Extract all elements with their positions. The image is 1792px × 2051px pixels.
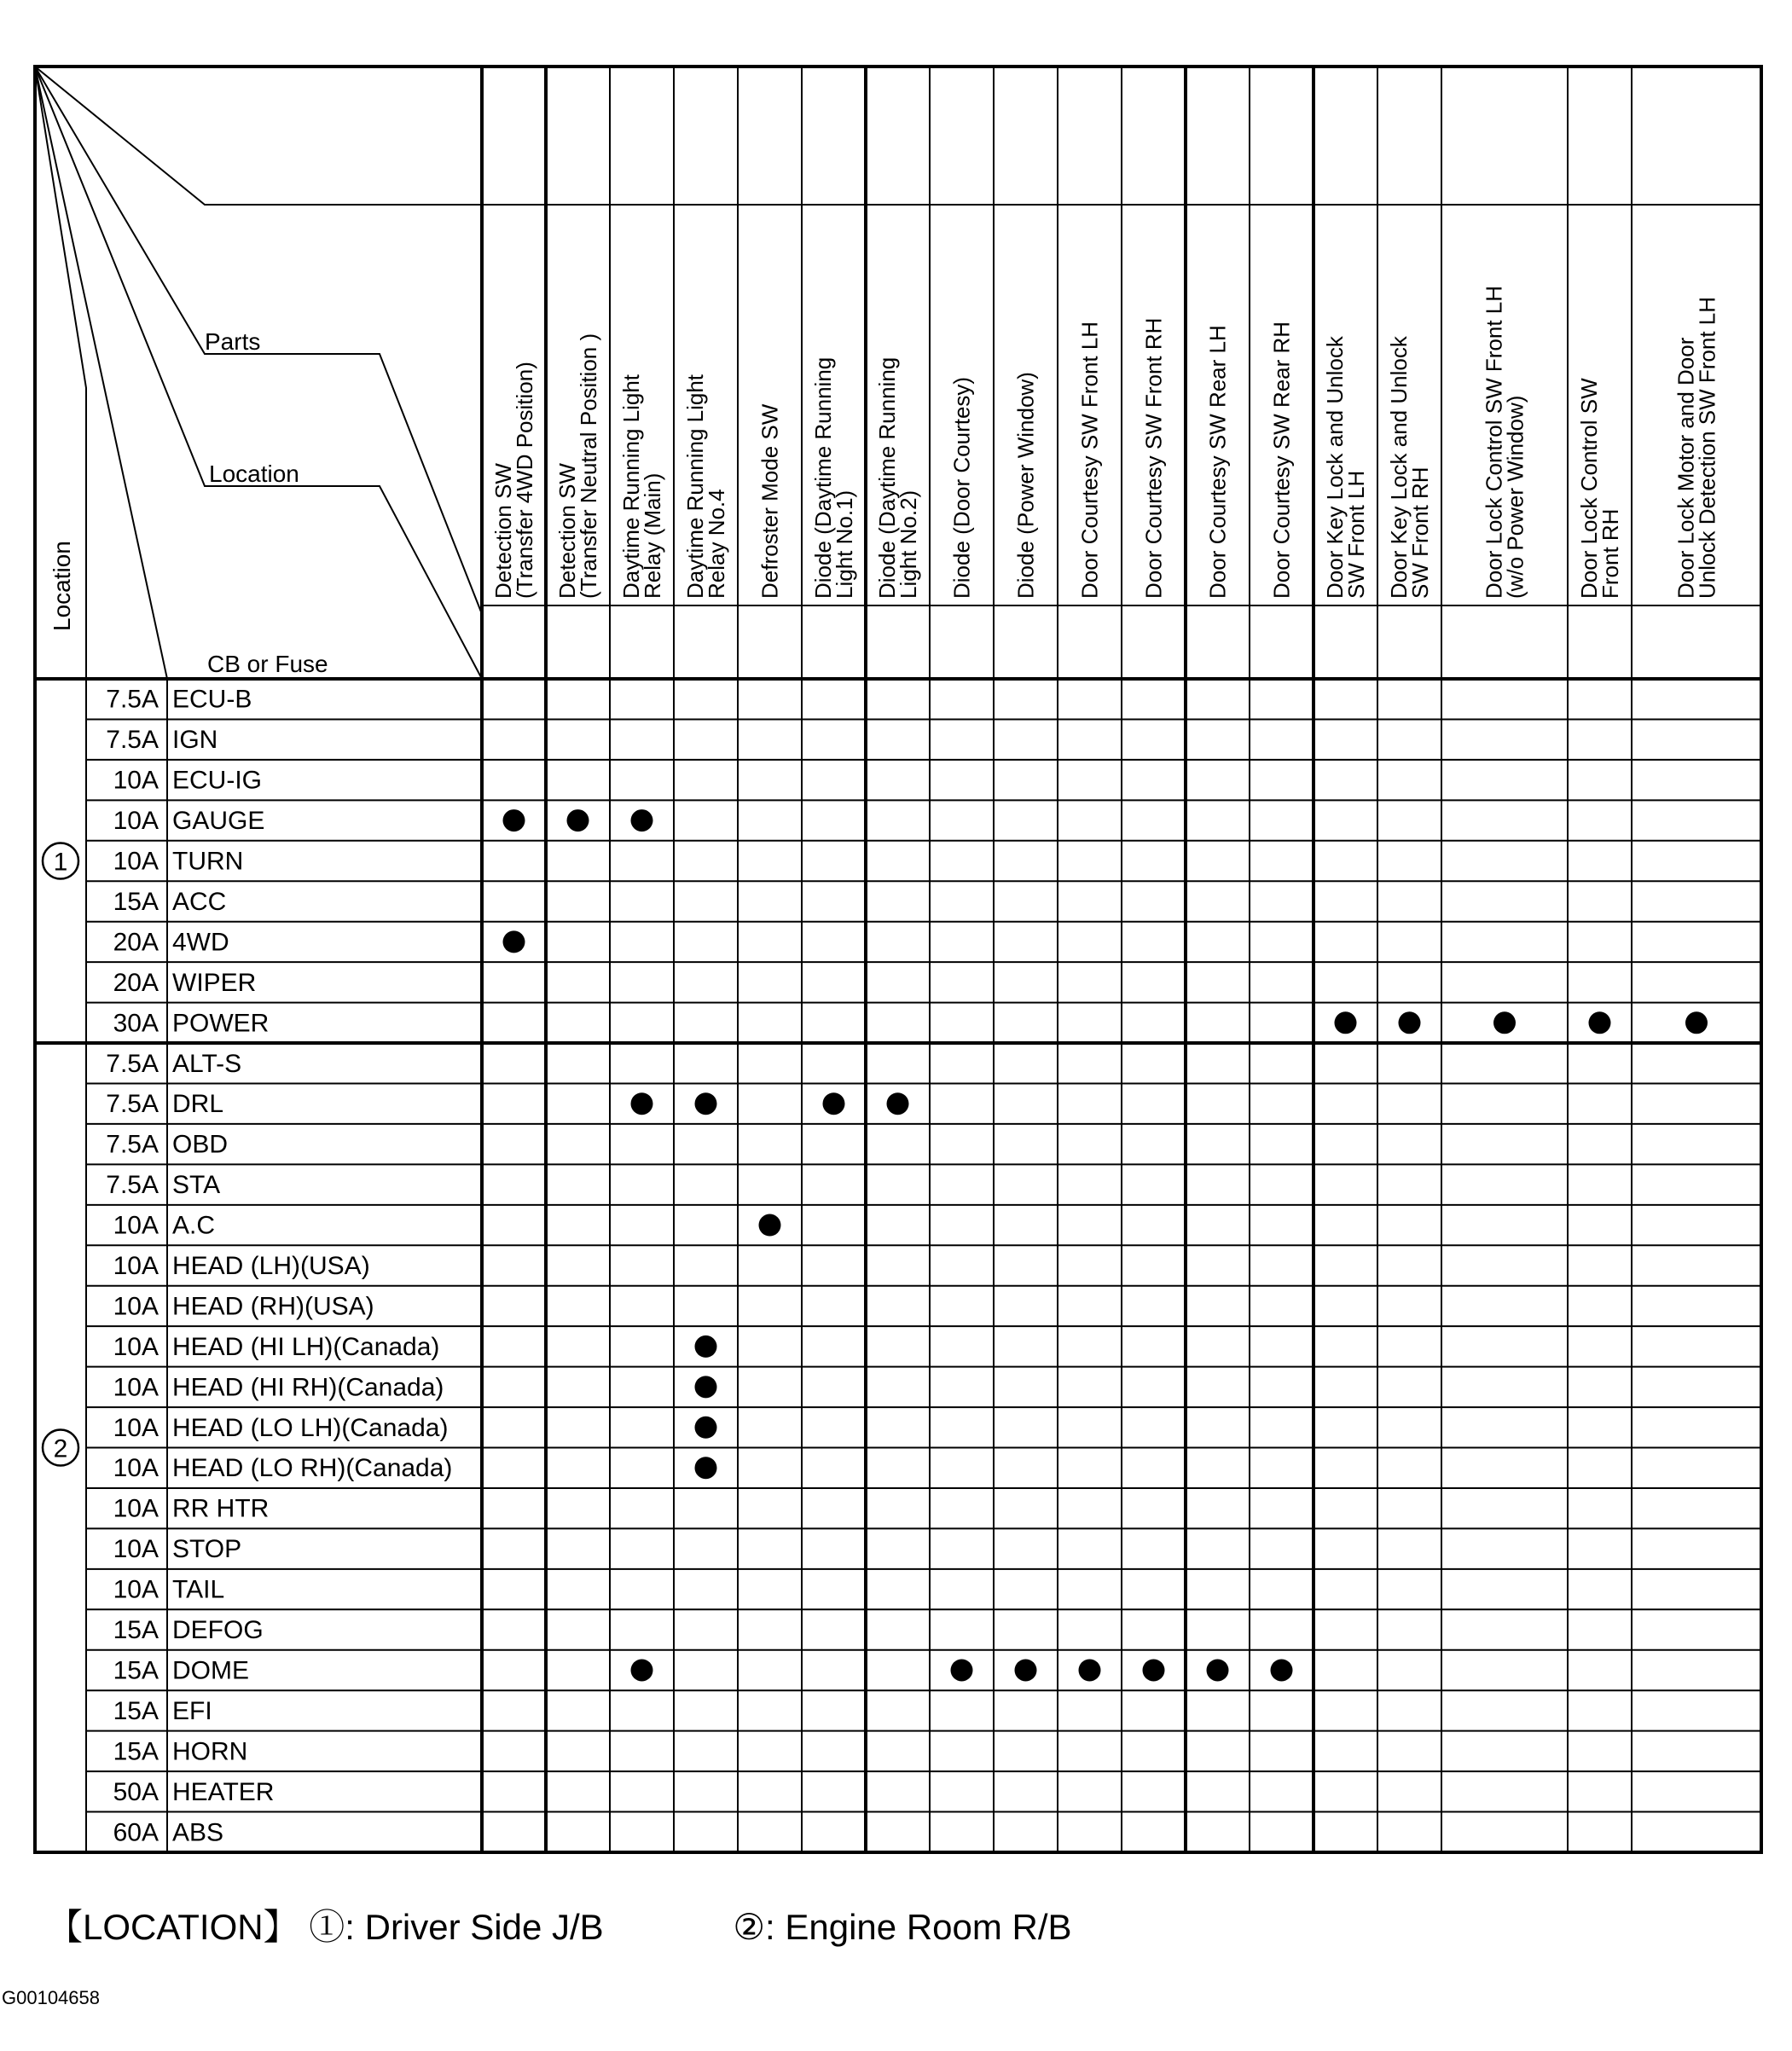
- fuse-amp: 15A: [113, 1616, 159, 1645]
- fuse-name: WIPER: [172, 968, 257, 997]
- fuse-amp: 10A: [113, 1494, 159, 1523]
- fuse-name: A.C: [172, 1211, 216, 1240]
- column-headers: [490, 286, 1720, 599]
- fuse-name: OBD: [172, 1130, 229, 1159]
- location-marker-number: 2: [53, 1434, 68, 1463]
- column-header-label: Defroster Mode SW: [757, 403, 783, 599]
- column-header-label: Diode (Power Window): [1012, 372, 1039, 599]
- fuse-name: HEAD (HI RH)(Canada): [172, 1373, 444, 1402]
- fuse-amp: 10A: [113, 766, 159, 795]
- location-heading: 【LOCATION】: [47, 1907, 299, 1947]
- fuse-amp: 7.5A: [106, 726, 159, 755]
- location-1-text: : Driver Side J/B: [345, 1907, 604, 1947]
- connection-dot: [1015, 1659, 1037, 1681]
- fuse-name: 4WD: [172, 928, 229, 957]
- fuse-name: POWER: [172, 1009, 270, 1038]
- fuse-amp: 10A: [113, 1373, 159, 1402]
- column-header-label: Relay No.4: [704, 489, 729, 599]
- fuse-amp: 10A: [113, 847, 159, 876]
- column-header-label: Door Lock Motor and Door: [1673, 337, 1699, 599]
- fuse-amp: 10A: [113, 1413, 159, 1442]
- fuse-amp: 7.5A: [106, 1130, 159, 1159]
- column-header-label: Unlock Detection SW Front LH: [1694, 296, 1720, 599]
- corner-diagonals: [35, 67, 482, 679]
- column-header-label: Door Lock Control SW: [1576, 378, 1602, 599]
- location-markers: [43, 843, 78, 1466]
- location-axis-label: Location: [49, 541, 75, 631]
- fuse-name: HORN: [172, 1737, 248, 1766]
- connection-dot: [951, 1659, 973, 1681]
- column-header-label: Diode (Door Courtesy): [948, 376, 975, 599]
- connection-dot: [823, 1092, 845, 1115]
- fuse-amp: 10A: [113, 1535, 159, 1564]
- column-header-label: SW Front RH: [1407, 466, 1433, 599]
- header-labels: [49, 328, 328, 677]
- connection-dot: [695, 1335, 717, 1358]
- fuse-amp: 50A: [113, 1777, 159, 1806]
- connection-dot: [1589, 1011, 1611, 1034]
- column-header-label: Light No.1): [832, 490, 857, 599]
- connection-dot: [1079, 1659, 1101, 1681]
- column-header-label: SW Front LH: [1343, 470, 1369, 599]
- connection-dot: [695, 1376, 717, 1398]
- connection-dot: [503, 809, 525, 831]
- column-header-label: Door Courtesy SW Rear RH: [1268, 321, 1295, 599]
- location-label: Location: [209, 461, 299, 487]
- fuse-amp: 10A: [113, 1332, 159, 1361]
- column-header-label: Front RH: [1598, 508, 1623, 599]
- fuse-name: GAUGE: [172, 807, 265, 836]
- connection-dot: [1207, 1659, 1229, 1681]
- connection-dot: [567, 809, 589, 831]
- connection-dot: [759, 1214, 781, 1237]
- fuse-name: RR HTR: [172, 1494, 270, 1523]
- connection-dot: [1493, 1011, 1516, 1034]
- column-header-label: (Transfer Neutral Position ): [576, 333, 601, 599]
- fuse-name: DOME: [172, 1656, 249, 1685]
- connection-dot: [631, 1092, 653, 1115]
- fuse-amp: 7.5A: [106, 1171, 159, 1200]
- fuse-amp: 15A: [113, 887, 159, 916]
- fuse-name: HEAD (HI LH)(Canada): [172, 1332, 440, 1361]
- fuse-name: ECU-B: [172, 685, 252, 714]
- connection-dot: [631, 809, 653, 831]
- fuse-amp: 10A: [113, 807, 159, 836]
- fuse-name: STOP: [172, 1535, 242, 1564]
- fuse-amp: 10A: [113, 1454, 159, 1483]
- fuse-name: STA: [172, 1171, 221, 1200]
- column-header-label: Door Courtesy SW Front RH: [1140, 317, 1167, 599]
- fuse-name: ABS: [172, 1818, 224, 1847]
- connection-dot: [631, 1659, 653, 1681]
- fuse-amp: 7.5A: [106, 1049, 159, 1078]
- column-header-label: Relay (Main): [640, 472, 665, 599]
- connection-dot: [695, 1092, 717, 1115]
- column-header-label: Daytime Running Light: [682, 374, 708, 599]
- connection-dot: [887, 1092, 909, 1115]
- location-1-marker: ①: [309, 1907, 345, 1947]
- fuse-amp: 15A: [113, 1656, 159, 1685]
- fuse-amp: 7.5A: [106, 1090, 159, 1119]
- column-header-label: Detection SW: [554, 463, 580, 599]
- column-header-label: Door Courtesy SW Rear LH: [1204, 325, 1231, 599]
- column-header-label: Door Key Lock and Unlock: [1386, 336, 1412, 599]
- connection-dot: [1271, 1659, 1293, 1681]
- cb-fuse-label: CB or Fuse: [207, 651, 328, 677]
- connection-dot: [503, 930, 525, 953]
- fuse-name: HEATER: [172, 1777, 275, 1806]
- connection-dot: [695, 1417, 717, 1439]
- fuse-name: HEAD (LO LH)(Canada): [172, 1413, 449, 1442]
- fuse-name: HEAD (RH)(USA): [172, 1292, 374, 1321]
- fuse-name: HEAD (LO RH)(Canada): [172, 1454, 453, 1483]
- fuse-amp: 60A: [113, 1818, 159, 1847]
- parts-label: Parts: [205, 328, 261, 355]
- fuse-amp: 15A: [113, 1696, 159, 1725]
- column-header-label: Door Key Lock and Unlock: [1322, 336, 1348, 599]
- connection-dot: [1399, 1011, 1421, 1034]
- location-2-marker: ②: [733, 1907, 766, 1947]
- fuse-amp: 10A: [113, 1252, 159, 1280]
- fuse-amp: 15A: [113, 1737, 159, 1766]
- column-header-label: Diode (Daytime Running: [810, 356, 836, 599]
- connection-dot: [1143, 1659, 1165, 1681]
- fuse-amp: 10A: [113, 1292, 159, 1321]
- location-marker-number: 1: [53, 848, 68, 877]
- column-header-label: Light No.2): [896, 490, 921, 599]
- column-header-label: Detection SW: [490, 463, 516, 599]
- connection-dot: [695, 1457, 717, 1479]
- diag-line: [35, 67, 482, 205]
- fuse-name: TURN: [172, 847, 244, 876]
- fuse-name: DRL: [172, 1090, 224, 1119]
- fuse-name: HEAD (LH)(USA): [172, 1252, 370, 1280]
- column-header-label: (Transfer 4WD Position): [512, 362, 537, 599]
- fuse-name: DEFOG: [172, 1616, 264, 1645]
- figure-code: G00104658: [2, 1987, 100, 2008]
- column-header-label: Door Lock Control SW Front LH: [1481, 285, 1507, 599]
- fuse-name: TAIL: [172, 1575, 225, 1604]
- connection-dot: [1335, 1011, 1357, 1034]
- fuse-name: ECU-IG: [172, 766, 262, 795]
- column-header-label: Diode (Daytime Running: [874, 356, 900, 599]
- fuse-amp: 10A: [113, 1211, 159, 1240]
- fuse-name: IGN: [172, 726, 218, 755]
- fuse-amp: 20A: [113, 928, 159, 957]
- location-2-text: : Engine Room R/B: [765, 1907, 1072, 1947]
- diag-location: [35, 67, 482, 679]
- fuse-name: EFI: [172, 1696, 212, 1725]
- fuse-amp: 10A: [113, 1575, 159, 1604]
- fuse-amp: 30A: [113, 1009, 159, 1038]
- fuse-name: ACC: [172, 887, 227, 916]
- row-labels: [106, 686, 452, 1847]
- fuse-name: ALT-S: [172, 1049, 242, 1078]
- location-legend: [47, 1899, 1072, 1950]
- fuse-amp: 20A: [113, 968, 159, 997]
- connection-dot: [1685, 1011, 1708, 1034]
- column-header-label: (w/o Power Window): [1502, 395, 1528, 599]
- fuse-amp: 7.5A: [106, 685, 159, 714]
- column-header-label: Daytime Running Light: [618, 374, 644, 599]
- column-header-label: Door Courtesy SW Front LH: [1076, 321, 1103, 599]
